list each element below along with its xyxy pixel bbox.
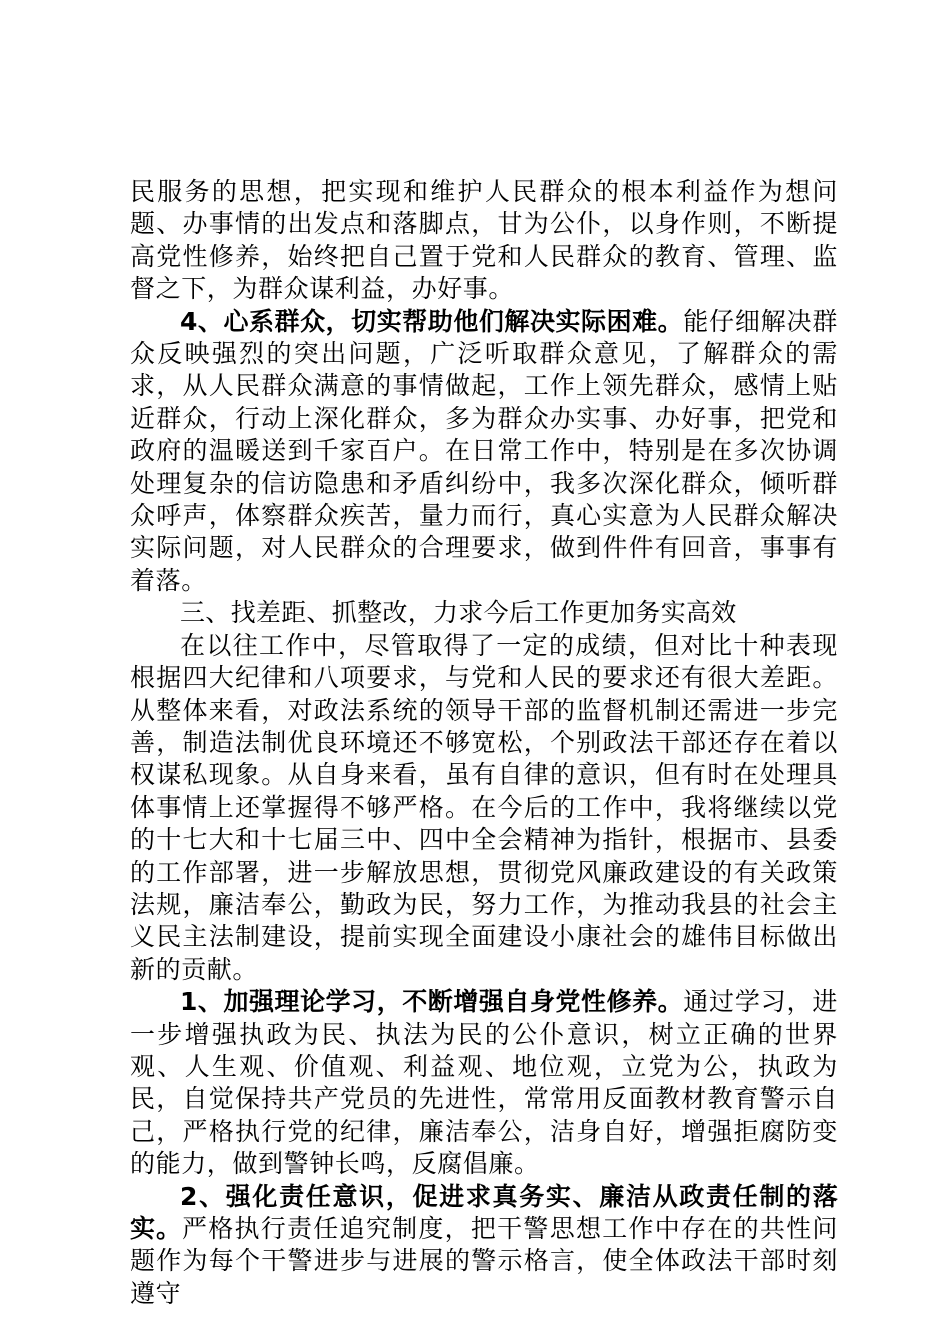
section-heading [130, 597, 838, 629]
document-page [130, 176, 838, 1310]
paragraph-text: 在以往工作中，尽管取得了一定的成绩，但对比十种表现根据四大纪律和八项要求，与党和人民的要求还有很大差距。从整体来看，对政法系统的领导干部的监督机制还需进一步完善，制造法制优良环境还不够宽松，个别政法干部还存在着以权谋私现象。从自身来看，虽有自律的意识，但有时在处理具体事情上还掌握得不够严格。在今后的工作中，我将继续以党的十七大和十七届三中、四中全会精神为指针，根据市、县委的工作部署，进一步解放思想，贯彻党风廉政建设的有关政策法规，廉洁奉公，勤政为民，努力工作，为推动我县的社会主义民主法制建设，提前实现全面建设小康社会的雄伟目标做出新的贡献。 [130, 630, 838, 984]
paragraph-text: 民服务的思想，把实现和维护人民群众的根本利益作为想问题、办事情的出发点和落脚点，甘为公仆，以身作则，不断提高党性修养，始终把自己置于党和人民群众的教育、管理、监督之下，为群众谋利益，办好事。 [130, 177, 838, 304]
paragraph-text: 通过学习，进一步增强执政为民、执法为民的公仆意识，树立正确的世界观、人生观、价值观、利益观、地位观，立党为公，执政为民，自觉保持共产党员的先进性，常常用反面教材教育警示自己，严格执行党的纪律，廉洁奉公，洁身自好，增强拒腐防变的能力，做到警钟长鸣，反腐倡廉。 [130, 987, 838, 1179]
item-heading: 1、加强理论学习，不断增强自身党性修养。 [180, 987, 684, 1017]
paragraph-text: 能仔细解决群众反映强烈的突出问题，广泛听取群众意见，了解群众的需求，从人民群众满意的事情做起，工作上领先群众，感情上贴近群众，行动上深化群众，多为群众办实事、办好事，把党和政府的温暖送到千家百户。在日常工作中，特别是在多次协调处理复杂的信访隐患和矛盾纠纷中，我多次深化群众，倾听群众呼声，体察群众疾苦，量力而行，真心实意为人民群众解决实际问题，对人民群众的合理要求，做到件件有回音，事事有着落。 [130, 306, 838, 595]
item-heading: 4、心系群众，切实帮助他们解决实际困难。 [180, 306, 684, 336]
paragraph-text: 严格执行责任追究制度，把干警思想工作中存在的共性问题作为每个干警进步与进展的警示格言，使全体政法干部时刻遵守 [130, 1214, 838, 1308]
item-heading: 2、强化责任意识，促进求真务实、廉洁从政责任制的落实。 [130, 1181, 838, 1243]
paragraph-theory-study [130, 986, 838, 1180]
paragraph-find-gaps [130, 630, 838, 986]
paragraph-party-service [130, 176, 838, 306]
section-title: 三、找差距、抓整改，力求今后工作更加务实高效 [180, 598, 737, 628]
paragraph-care-for-masses [130, 306, 838, 598]
paragraph-responsibility [130, 1181, 838, 1311]
